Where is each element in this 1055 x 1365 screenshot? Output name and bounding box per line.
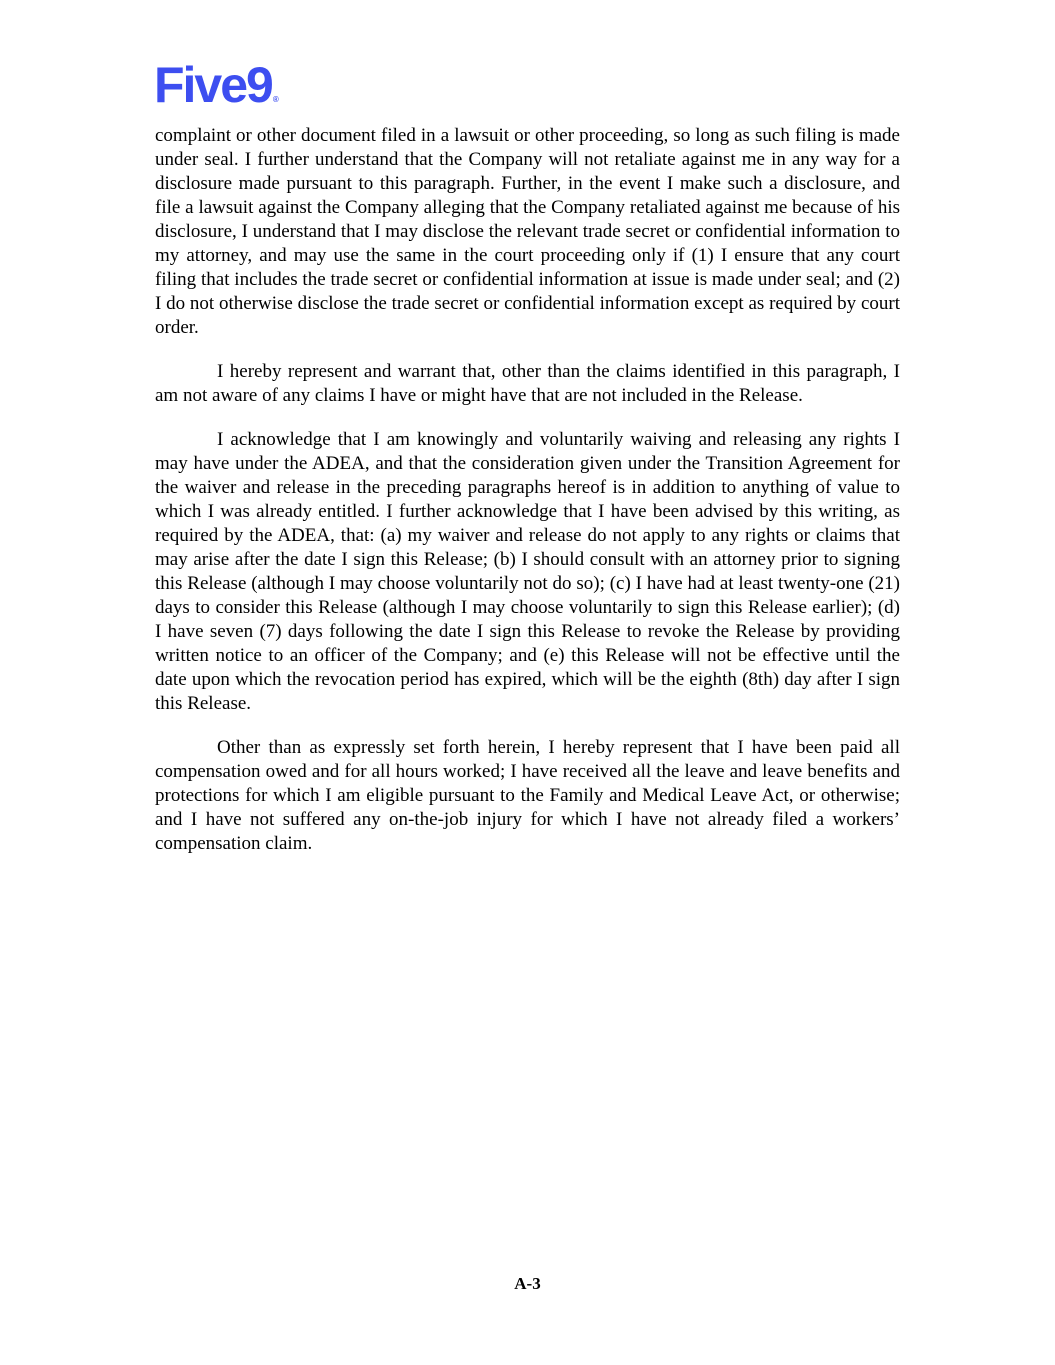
- company-logo: [154, 57, 279, 125]
- paragraph-compensation-representation: Other than as expressly set forth herein, I hereby represent that I have been paid all compensation owed and for all hours worked; I have received all the leave and leave benefits and protections for which I am eligible pursuant to the Family and Medical Leave Act, or otherwise; and I have not suffered any on-the-job injury for which I have not already filed a workers’ compensation claim.: [155, 737, 900, 854]
- page-number: A-3: [514, 1274, 541, 1293]
- paragraph-claims-representation: I hereby represent and warrant that, other than the claims identified in this paragraph, I am not aware of any claims I have or might have that are not included in the Release.: [155, 361, 900, 406]
- document-body: [155, 124, 900, 876]
- paragraph-continuation: complaint or other document filed in a lawsuit or other proceeding, so long as such filing is made under seal. I further understand that the Company will not retaliate against me in any way for a disclosure made pursuant to this paragraph. Further, in the event I make such a disclosure, and file a lawsuit against the Company alleging that the Company retaliated against me because of his disclosure, I understand that I may disclose the relevant trade secret or confidential information to my attorney, and may use the same in the court proceeding only if (1) I ensure that any court filing that includes the trade secret or confidential information at issue is made under seal; and (2) I do not otherwise disclose the trade secret or confidential information except as required by court order.: [155, 125, 900, 338]
- registered-mark: ®: [272, 95, 279, 104]
- logo-text: Five9: [154, 57, 272, 113]
- paragraph-adea-acknowledgement: I acknowledge that I am knowingly and voluntarily waiving and releasing any rights I may have under the ADEA, and that the consideration given under the Transition Agreement for the waiver and release in the preceding paragraphs hereof is in addition to anything of value to which I was already entitled. I further acknowledge that I have been advised by this writing, as required by the ADEA, that: (a) my waiver and release do not apply to any rights or claims that may arise after the date I sign this Release; (b) I should consult with an attorney prior to signing this Release (although I may choose voluntarily not do so); (c) I have had at least twenty-one (21) days to consider this Release (although I may choose voluntarily to sign this Release earlier); (d) I have seven (7) days following the date I sign this Release to revoke the Release by providing written notice to an officer of the Company; and (e) this Release will not be effective until the date upon which the revocation period has expired, which will be the eighth (8th) day after I sign this Release.: [155, 429, 900, 714]
